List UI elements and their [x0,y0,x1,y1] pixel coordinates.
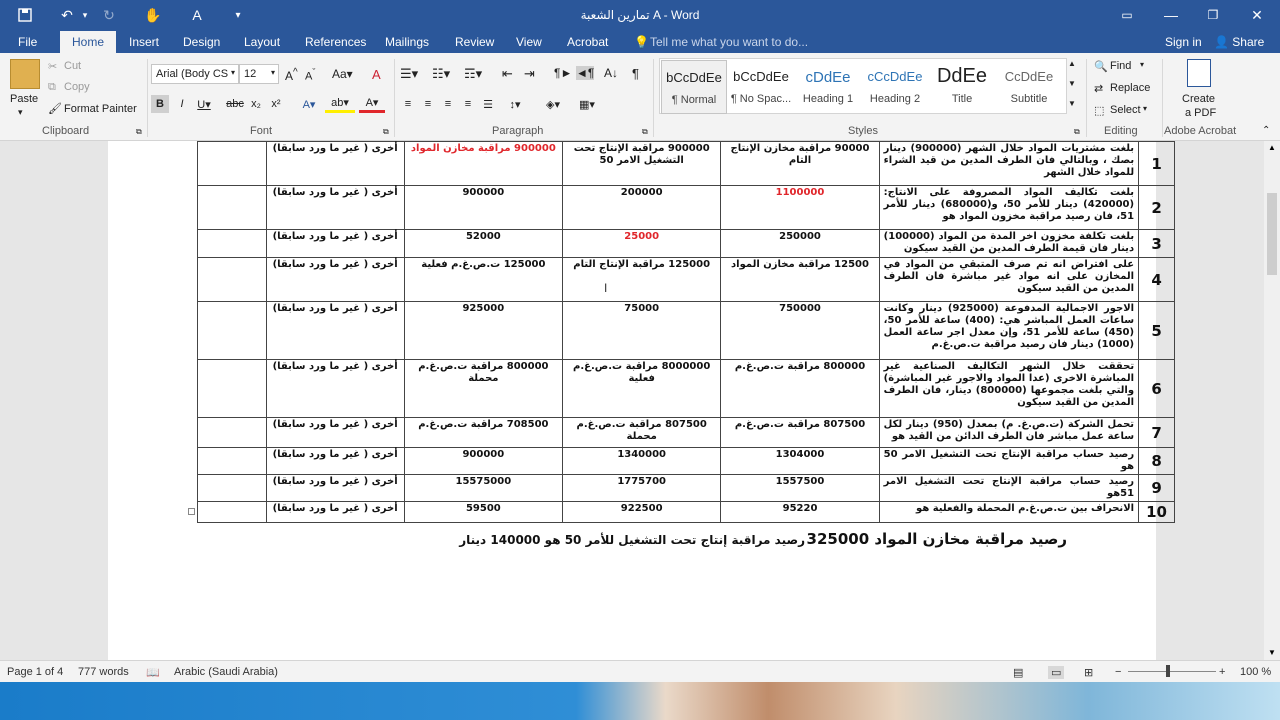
answer-option-other[interactable]: أخرى ( غير ما ورد سابقا) [266,360,404,418]
answer-option-b[interactable]: 25000 [563,230,721,258]
redo-icon[interactable]: ↻ [103,6,115,23]
zoom-level[interactable]: 100 % [1240,666,1272,678]
font-color-icon[interactable]: A▾ [359,95,385,113]
find-button[interactable]: Find [1110,60,1132,72]
question-number[interactable]: 10 [1139,502,1175,523]
question-text[interactable]: بلغت تكلفة مخزون اخر المدة من المواد (100000) دينار فان قيمة الطرف المدين من القيد سيكون [879,230,1138,258]
answer-option-b[interactable]: 200000 [563,186,721,230]
separator [147,59,148,137]
summary-materials: رصيد مراقبة مخازن المواد 325000 [806,530,1067,548]
blank-cell[interactable] [198,448,267,475]
tell-me-box[interactable]: Tell me what you want to do... [650,35,809,49]
select-icon[interactable]: ⬚ [1094,105,1105,117]
italic-icon[interactable]: I [180,98,184,110]
clear-formatting-icon[interactable]: A [372,67,381,82]
question-number[interactable]: 3 [1139,230,1175,258]
answer-option-a[interactable]: 12500 مراقبة مخازن المواد [721,258,879,302]
answer-option-a[interactable]: 1557500 [721,475,879,502]
table-row [198,186,1175,230]
font-name-field[interactable] [151,64,239,84]
acrobat-group-label: Adobe Acrobat [1164,125,1237,137]
share-button[interactable] [1214,35,1264,49]
shrink-font-icon[interactable]: $A^ˇ$ [305,67,316,83]
question-text[interactable]: على افتراض انه تم صرف المتبقي من المواد في المخازن على انه مواد غير مباشرة فان الطرف المدين من القيد سيكون [879,258,1138,302]
status-bar [0,660,1280,682]
tab-mailings[interactable]: Mailings [385,35,430,49]
select-button[interactable]: Select [1110,104,1141,116]
blank-cell[interactable] [198,258,267,302]
title-bar [0,0,1280,31]
word-count[interactable]: 777 words [78,666,129,678]
answer-option-other[interactable]: أخرى ( غير ما ورد سابقا) [266,475,404,502]
style-heading-2[interactable] [862,60,928,114]
blank-cell[interactable] [198,418,267,448]
scroll-thumb[interactable] [1267,193,1277,275]
style-name: ¶ Normal [671,94,717,106]
ltr-icon[interactable]: ¶► [554,66,573,80]
font-size-dropdown-icon[interactable]: ▾ [270,68,275,77]
separator [653,59,654,137]
answer-option-a[interactable]: 800000 مراقبة ت.ص.غ.م [721,360,879,418]
text-effects-icon[interactable]: A▾ [302,98,316,111]
style-preview: bCcDdEe [733,69,789,84]
font-launcher-icon[interactable]: ⧉ [383,127,389,136]
tab-review[interactable]: Review [455,35,495,49]
table-row [198,475,1175,502]
select-dropdown-icon[interactable]: ▾ [1143,104,1148,113]
question-text[interactable]: بلغت تكاليف المواد المصروفة على الانتاج: (420000) دينار للأمر 50، و(680000) دينار للأمر 51، فان رصيد مراقبة مخزون المواد هو [879,186,1138,230]
style-preview: CcDdEe [1004,69,1054,84]
style-preview: bCcDdEe [666,70,722,85]
answer-option-a[interactable]: 95220 [721,502,879,523]
copy-button[interactable]: Copy [64,81,90,93]
format-painter-button[interactable]: Format Painter [64,103,137,115]
blank-cell[interactable] [198,230,267,258]
clipboard-group-label: Clipboard [42,125,90,137]
multilevel-list-icon[interactable]: ☶▾ [464,66,483,81]
answer-option-a[interactable]: 90000 مراقبة مخازن الإنتاج التام [721,142,879,186]
answer-option-b[interactable]: 807500 مراقبة ت.ص.غ.م محملة [563,418,721,448]
create-pdf-sub: a PDF [1185,107,1217,119]
shading-icon[interactable]: ◈▾ [546,98,560,111]
separator [394,59,395,137]
paste-button[interactable]: Paste [10,93,39,105]
bold-icon[interactable]: B [151,95,169,113]
superscript-icon[interactable]: x² [271,98,281,110]
answer-option-other[interactable]: أخرى ( غير ما ورد سابقا) [266,142,404,186]
answer-option-other[interactable]: أخرى ( غير ما ورد سابقا) [266,258,404,302]
align-right-icon[interactable]: ≡ [444,98,452,110]
blank-cell[interactable] [198,360,267,418]
sign-in-link[interactable]: Sign in [1165,35,1202,49]
style-preview: cDdEe [805,69,851,86]
answer-option-a[interactable]: 807500 مراقبة ت.ص.غ.م [721,418,879,448]
question-number[interactable]: 8 [1139,448,1175,475]
table-row [198,230,1175,258]
answer-option-c[interactable]: 15575000 [404,475,562,502]
question-text[interactable]: الانحراف بين ت.ص.غ.م المحملة والفعلية هو [879,502,1138,523]
question-number[interactable]: 6 [1139,360,1175,418]
question-text[interactable]: الاجور الاجمالية المدفوعة (925000) دينار وكانت ساعات العمل المباشر هي: (400) ساعة للأمر 50، (450) ساعة للأمر 51، وإن معدل اجر ساعة العمل (1000) دينار فان رصيد مراقبة ت.ص.غ.م [879,302,1138,360]
answer-option-other[interactable]: أخرى ( غير ما ورد سابقا) [266,448,404,475]
collapse-ribbon-icon[interactable]: ⌃ [1262,125,1271,136]
undo-icon[interactable]: ↶ [61,6,73,23]
touch-mode-icon[interactable]: ✋ [144,6,162,23]
answer-option-other[interactable]: أخرى ( غير ما ورد سابقا) [266,418,404,448]
subscript-icon[interactable]: x₂ [251,98,261,110]
user-icon: 👤 [1214,35,1229,49]
answer-option-c[interactable]: 900000 [404,186,562,230]
line-spacing-icon[interactable]: ↕▾ [509,98,521,111]
grow-font-icon[interactable]: A^ [285,67,298,83]
editing-group-label: Editing [1104,125,1138,137]
document-page[interactable] [108,141,1167,660]
question-text[interactable]: تحققت خلال الشهر التكاليف الصناعية غير المباشرة الاخرى (عدا المواد والاجور غير المباشرة) والتي بلغت مجموعها (800000) دينار، فان الطرف المدين من القيد سيكون [879,360,1138,418]
answer-option-b[interactable]: 922500 [563,502,721,523]
style-subtitle[interactable] [996,60,1062,114]
question-text[interactable]: تحمل الشركة (ت.ص.غ. م) بمعدل (950) دينار لكل ساعة عمل مباشر فان الطرف الدائن من القيد هو [879,418,1138,448]
answer-option-other[interactable]: أخرى ( غير ما ورد سابقا) [266,186,404,230]
answer-option-b[interactable]: 1775700 [563,475,721,502]
font-size-value: 12 [244,68,257,80]
ribbon-tabs [0,31,1280,53]
style-name: Title [951,93,973,105]
change-case-icon[interactable]: Aa▾ [332,67,353,81]
table-row [198,258,1175,302]
question-number[interactable]: 1 [1139,142,1175,186]
align-center-icon[interactable]: ≡ [424,98,432,110]
underline-icon[interactable]: U▾ [197,98,211,111]
answer-option-other[interactable]: أخرى ( غير ما ورد سابقا) [266,302,404,360]
replace-button[interactable]: Replace [1110,82,1151,94]
tab-references[interactable]: References [305,35,367,49]
tab-home[interactable]: Home [60,31,116,53]
zoom-out-icon[interactable]: − [1115,666,1122,678]
answer-option-c[interactable]: 52000 [404,230,562,258]
ribbon [0,53,1280,141]
restore-icon[interactable]: ❐ [1207,8,1219,22]
align-left-icon[interactable]: ≡ [404,98,412,110]
style-normal[interactable] [661,60,727,114]
font-size-field[interactable] [239,64,279,84]
desktop-background [0,682,1280,720]
customize-qat-icon[interactable]: ▾ [235,9,241,21]
zoom-in-icon[interactable]: + [1219,666,1226,678]
replace-icon[interactable]: ⇄ [1094,83,1104,95]
tab-file[interactable]: File [18,35,38,49]
answer-option-b[interactable]: 75000 [563,302,721,360]
tab-view[interactable]: View [516,35,542,49]
question-number[interactable]: 4 [1139,258,1175,302]
blank-cell[interactable] [198,502,267,523]
bullets-icon[interactable]: ☰▾ [400,66,419,81]
answer-option-b[interactable]: 900000 مراقبة الإنتاج تحت التشغيل الامر 50 [563,142,721,186]
question-number[interactable]: 7 [1139,418,1175,448]
blank-cell[interactable] [198,475,267,502]
highlight-icon[interactable]: ab▾ [325,95,355,113]
find-icon[interactable]: 🔍 [1094,61,1108,73]
web-layout-icon[interactable]: ⊞ [1084,667,1094,679]
create-pdf-icon[interactable] [1187,59,1211,87]
show-marks-icon[interactable]: ¶ [632,66,639,81]
answer-option-c[interactable]: 59500 [404,502,562,523]
answer-option-c[interactable]: 900000 [404,448,562,475]
answer-option-b[interactable]: 125000 مراقبة الإنتاج التام [563,258,721,302]
document-area [0,141,1264,660]
rtl-icon[interactable]: ◄¶ [576,66,595,80]
scroll-up-icon[interactable]: ▲ [1268,143,1276,152]
paste-dropdown-icon[interactable]: ▾ [18,107,23,117]
answer-option-b[interactable]: 1340000 [563,448,721,475]
sort-icon[interactable]: A↓ [604,66,619,80]
window-title: تمارين الشعبة A - Word [580,8,700,22]
share-label: Share [1232,35,1265,49]
style-name: Subtitle [1010,93,1048,105]
answer-option-a[interactable]: 1100000 [721,186,879,230]
style-name: Heading 1 [802,93,854,105]
tab-insert[interactable]: Insert [129,35,160,49]
paragraph-launcher-icon[interactable]: ⧉ [642,127,648,136]
find-dropdown-icon[interactable]: ▾ [1140,60,1145,69]
print-layout-icon[interactable]: ▭ [1048,666,1064,679]
answer-option-c[interactable]: 800000 مراقبة ت.ص.غ.م محملة [404,360,562,418]
table-row [198,448,1175,475]
answer-option-a[interactable]: 750000 [721,302,879,360]
answer-option-other[interactable]: أخرى ( غير ما ورد سابقا) [266,502,404,523]
paste-icon[interactable] [10,59,40,89]
close-icon[interactable]: ✕ [1251,6,1263,23]
question-text[interactable]: بلغت مشتريات المواد خلال الشهر (900000) دينار بصك ، وبالتالي فان الطرف المدين من قيد الشراء للمواد خلال الشهر [879,142,1138,186]
format-painter-icon[interactable]: 🖌 [48,103,62,115]
styles-scroll-down-icon[interactable]: ▼ [1068,79,1076,88]
question-number[interactable]: 5 [1139,302,1175,360]
font-dropdown-icon[interactable]: ▾ [230,68,235,77]
vertical-scrollbar[interactable] [1264,141,1280,660]
cut-icon[interactable]: ✂ [48,61,58,73]
answer-option-c[interactable]: 900000 مراقبة مخازن المواد [404,142,562,186]
table-row [198,302,1175,360]
zoom-thumb[interactable] [1166,665,1170,677]
question-text[interactable]: رصيد حساب مراقبة الإنتاج تحت التشغيل الامر 51هو [879,475,1138,502]
text-cursor-icon: I [604,281,608,295]
table-row [198,502,1175,523]
answer-option-c[interactable]: 125000 ت.ص.غ.م فعلية [404,258,562,302]
question-number[interactable]: 9 [1139,475,1175,502]
read-mode-icon[interactable]: ▤ [1013,667,1024,679]
lightbulb-icon: 💡 [634,35,649,49]
format-icon[interactable]: A [192,7,202,23]
style-preview: cCcDdEe [867,69,923,84]
justify-icon[interactable]: ≡ [464,98,472,110]
style-name: ¶ No Spac... [730,93,792,105]
create-pdf-button[interactable]: Create [1182,93,1216,105]
styles-group-label: Styles [848,125,878,137]
decrease-indent-icon[interactable]: ⇤ [502,66,513,81]
copy-icon[interactable]: ⧉ [48,81,56,93]
clipboard-launcher-icon[interactable]: ⧉ [136,127,142,136]
question-text[interactable]: رصيد حساب مراقبة الإنتاج تحت التشغيل الامر 50 هو [879,448,1138,475]
answer-option-c[interactable]: 925000 [404,302,562,360]
separator [1162,59,1163,137]
proofing-icon[interactable]: 📖 [146,667,160,679]
style-name: Heading 2 [869,93,921,105]
answer-option-other[interactable]: أخرى ( غير ما ورد سابقا) [266,230,404,258]
tab-layout[interactable]: Layout [244,35,281,49]
blank-cell[interactable] [198,142,267,186]
style-heading-1[interactable] [795,60,861,114]
styles-launcher-icon[interactable]: ⧉ [1074,127,1080,136]
cut-button[interactable]: Cut [64,60,82,72]
strikethrough-icon[interactable]: abc [226,98,244,110]
numbering-icon[interactable]: ☷▾ [432,66,451,81]
styles-more-icon[interactable]: ▼ [1068,99,1076,108]
font-group-label: Font [250,125,273,137]
questions-table[interactable] [197,141,1175,523]
style-preview: DdEe [936,65,988,87]
scroll-down-icon[interactable]: ▼ [1268,648,1276,657]
language-indicator[interactable]: Arabic (Saudi Arabia) [174,666,278,678]
tab-acrobat[interactable]: Acrobat [567,35,609,49]
answer-option-a[interactable]: 1304000 [721,448,879,475]
ribbon-display-icon[interactable]: ▭ [1121,8,1133,22]
font-name-value: Arial (Body CS [156,68,229,80]
style-title[interactable] [929,60,995,114]
page-count[interactable]: Page 1 of 4 [7,666,64,678]
question-number[interactable]: 2 [1139,186,1175,230]
table-row [198,418,1175,448]
answer-option-b[interactable]: 8000000 مراقبة ت.ص.غ.م فعلية [563,360,721,418]
borders-icon[interactable]: ▦▾ [579,98,595,111]
blank-cell[interactable] [198,186,267,230]
tab-design[interactable]: Design [183,35,221,49]
table-resize-handle[interactable] [188,508,195,515]
undo-dropdown-icon[interactable]: ▾ [82,9,88,20]
minimize-icon[interactable]: — [1164,7,1178,23]
distributed-icon[interactable]: ☰ [483,98,493,111]
table-row [198,360,1175,418]
zoom-slider[interactable] [1128,671,1216,672]
answer-option-c[interactable]: 708500 مراقبة ت.ص.غ.م [404,418,562,448]
separator [1086,59,1087,137]
answer-option-a[interactable]: 250000 [721,230,879,258]
summary-wip: رصيد مراقبة إنتاج تحت التشغيل للأمر 50 هو 140000 دينار [459,533,805,547]
styles-gallery [659,58,1067,114]
blank-cell[interactable] [198,302,267,360]
styles-scroll-up-icon[interactable]: ▲ [1068,59,1076,68]
paragraph-group-label: Paragraph [492,125,544,137]
increase-indent-icon[interactable]: ⇥ [524,66,535,81]
table-row [198,142,1175,186]
style-no-spacing[interactable] [728,60,794,114]
